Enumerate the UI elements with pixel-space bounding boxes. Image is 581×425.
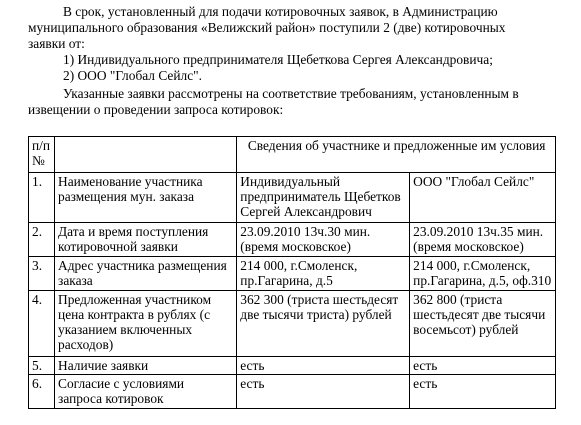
participant2-line: есть — [413, 358, 438, 373]
participant2-cell — [410, 257, 556, 291]
participant1-cell — [237, 375, 410, 409]
row-label-line: запроса котировок — [58, 391, 164, 406]
participant2-cell — [410, 223, 556, 257]
row-label-cell — [55, 257, 237, 291]
participant2-cell — [410, 173, 556, 223]
table-header-row — [29, 137, 556, 173]
row-number: 1. — [32, 174, 43, 189]
row-label-cell — [55, 291, 237, 357]
row-label-line: заказа — [58, 273, 93, 288]
participant1-line: 214 000, г.Смоленск, — [240, 258, 358, 273]
row-label-line: расходов) — [58, 337, 114, 352]
table-row — [29, 375, 556, 409]
participant2-line: 214 000, г.Смоленск, — [413, 258, 531, 273]
participant1-line: есть — [240, 358, 265, 373]
table-row — [29, 291, 556, 357]
applicant-item-1: 1) Индивидуального предпринимателя Щебеткова Сергея Александровича; — [63, 52, 493, 67]
participant2-line: 23.09.2010 13ч.35 мин. — [413, 224, 544, 239]
participant2-line: пр.Гагарина, д.5, оф.310 — [413, 273, 552, 288]
header-number-line-2: № — [32, 153, 45, 168]
participant1-line: 23.09.2010 13ч.30 мин. — [240, 224, 371, 239]
header-number-line-1: п/п — [32, 138, 51, 153]
row-number: 5. — [32, 358, 43, 373]
participant1-cell — [237, 291, 410, 357]
participant2-cell — [410, 357, 556, 375]
header-empty-cell — [55, 137, 237, 173]
table-row — [29, 173, 556, 223]
participant2-cell — [410, 375, 556, 409]
participant1-cell — [237, 173, 410, 223]
row-number-cell — [29, 357, 55, 375]
row-label-line: Адрес участника размещения — [58, 258, 227, 273]
row-label-cell — [55, 357, 237, 375]
table-row — [29, 357, 556, 375]
participant1-line: (время московское) — [240, 239, 351, 254]
row-label-line: Дата и время поступления — [58, 224, 209, 239]
row-number: 4. — [32, 292, 43, 307]
participant2-line: восемьсот) рублей — [413, 322, 519, 337]
participant1-line: предприниматель Щебетков — [240, 189, 401, 204]
row-number: 2. — [32, 224, 43, 239]
row-number-cell — [29, 375, 55, 409]
row-label-cell — [55, 375, 237, 409]
intro-line-2: муниципального образования «Велижский район» поступили 2 (две) котировочных — [28, 20, 506, 35]
participant2-line: есть — [413, 376, 438, 391]
intro-line-1: В срок, установленный для подачи котировочных заявок, в Администрацию — [63, 4, 498, 19]
header-info-text: Сведения об участнике и предложенные им условия — [247, 138, 546, 153]
table-row — [29, 223, 556, 257]
participant2-line: 362 800 (триста — [413, 292, 503, 307]
intro-line-5: извещении о проведении запроса котировок: — [28, 102, 284, 117]
row-label-cell — [55, 173, 237, 223]
participant2-line: ООО "Глобал Сейлс" — [413, 174, 535, 189]
participant1-cell — [237, 223, 410, 257]
row-label-line: Наличие заявки — [58, 358, 149, 373]
participant2-line: (время московское) — [413, 239, 524, 254]
row-label-cell — [55, 223, 237, 257]
row-label-line: Согласие с условиями — [58, 376, 185, 391]
applicant-item-2: 2) ООО "Глобал Сейлс". — [63, 68, 202, 83]
row-label-line: размещения мун. заказа — [58, 189, 195, 204]
row-number-cell — [29, 291, 55, 357]
intro-line-4: Указанные заявки рассмотрены на соответствие требованиям, установленным в — [63, 86, 519, 101]
header-info-cell — [237, 137, 556, 173]
row-label-line: Предложенная участником — [58, 292, 212, 307]
row-label-line: указанием включенных — [58, 322, 193, 337]
participant1-cell — [237, 357, 410, 375]
row-number-cell — [29, 173, 55, 223]
participant1-line: две тысячи триста) рублей — [240, 307, 392, 322]
table-row — [29, 257, 556, 291]
row-label-line: цена контракта в рублях (с — [58, 307, 211, 322]
intro-line-3: заявки от: — [28, 36, 85, 51]
header-number-cell — [29, 137, 55, 173]
row-number-cell — [29, 257, 55, 291]
participant2-line: шестьдесят две тысячи — [413, 307, 546, 322]
quotations-table — [28, 136, 556, 409]
participant1-line: пр.Гагарина, д.5 — [240, 273, 333, 288]
row-label-line: Наименование участника — [58, 174, 203, 189]
participant1-line: Сергей Александрович — [240, 204, 372, 219]
participant2-cell — [410, 291, 556, 357]
participant1-line: есть — [240, 376, 265, 391]
row-number: 6. — [32, 376, 43, 391]
participant1-line: Индивидуальный — [240, 174, 341, 189]
row-number-cell — [29, 223, 55, 257]
participant1-line: 362 300 (триста шестьдесят — [240, 292, 399, 307]
participant1-cell — [237, 257, 410, 291]
row-label-line: котировочной заявки — [58, 239, 178, 254]
row-number: 3. — [32, 258, 43, 273]
